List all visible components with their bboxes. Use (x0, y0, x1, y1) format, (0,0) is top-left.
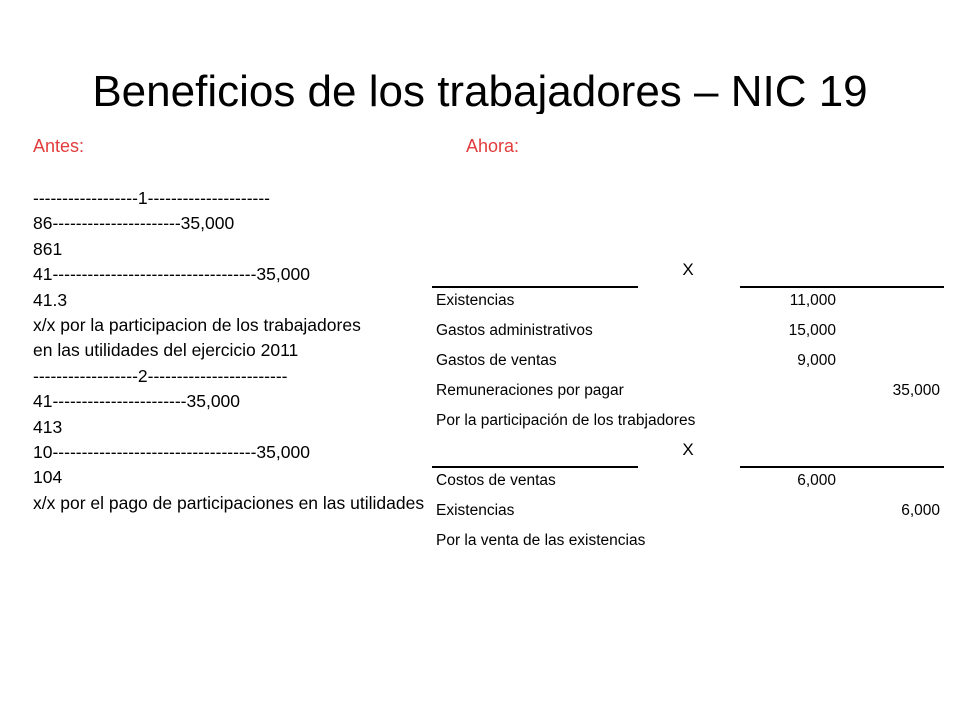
before-line: x/x por la participacion de los trabajadores (33, 315, 361, 336)
before-line: 41.3 (33, 289, 68, 310)
journal-entries-table (432, 258, 944, 558)
title-area (0, 58, 960, 114)
page-title: Beneficios de los trabajadores – NIC 19 (92, 67, 868, 114)
before-line: 41-----------------------------------35,000 (33, 264, 310, 285)
debit-amount: 9,000 (797, 352, 836, 369)
debit-amount: 15,000 (788, 322, 836, 339)
account-name: Por la participación de los trabjadores (436, 412, 696, 429)
after-label: Ahora: (466, 136, 520, 156)
before-line: 86----------------------35,000 (33, 213, 235, 234)
before-line: 104 (33, 467, 63, 488)
table-row (436, 408, 940, 434)
account-name: Por la venta de las existencias (436, 532, 646, 549)
before-label: Antes: (33, 136, 85, 156)
table-row (436, 528, 940, 554)
credit-amount: 6,000 (901, 502, 940, 519)
before-line: 10-----------------------------------35,000 (33, 442, 310, 463)
before-line: 413 (33, 416, 63, 437)
debit-amount: 11,000 (789, 292, 836, 309)
table-row (436, 378, 940, 404)
account-name: Existencias (436, 292, 515, 309)
before-journal-text (33, 186, 431, 516)
before-line: ------------------1--------------------- (33, 188, 271, 208)
entry-2-marker: X (682, 440, 694, 459)
table-row (436, 348, 940, 374)
account-name: Gastos administrativos (436, 322, 593, 339)
before-line: ------------------2------------------------ (33, 365, 288, 386)
table-row (436, 468, 940, 494)
account-name: Gastos de ventas (436, 352, 557, 369)
before-line: en las utilidades del ejercicio 2011 (33, 340, 299, 361)
table-row (436, 288, 940, 314)
entry-1-marker: X (682, 260, 694, 279)
before-line: 861 (33, 238, 63, 259)
before-line: x/x por el pago de participaciones en las utilidades (33, 492, 425, 513)
credit-amount: 35,000 (892, 382, 940, 399)
table-row (436, 498, 940, 524)
account-name: Costos de ventas (436, 472, 556, 489)
table-row (436, 318, 940, 344)
before-line: 41-----------------------35,000 (33, 391, 241, 412)
debit-amount: 6,000 (797, 472, 836, 489)
account-name: Existencias (436, 502, 515, 519)
account-name: Remuneraciones por pagar (436, 382, 624, 399)
